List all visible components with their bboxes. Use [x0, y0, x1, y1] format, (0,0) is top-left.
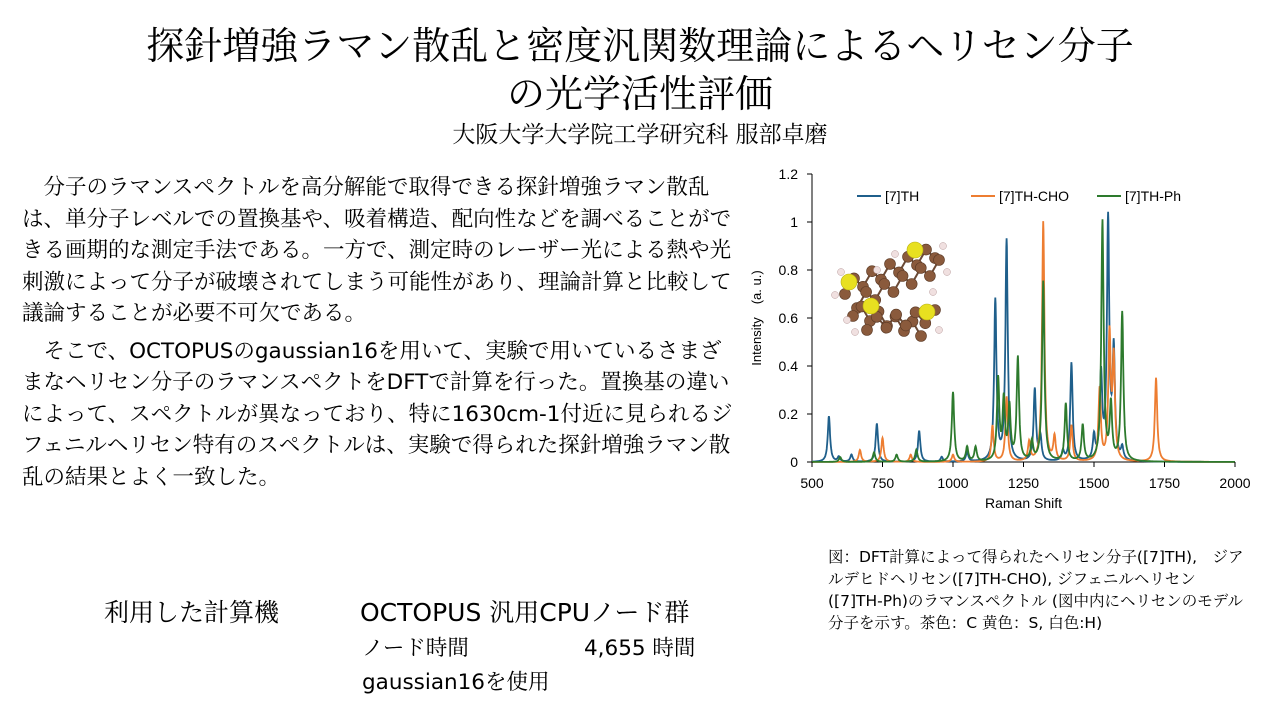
- carbon-atom: [861, 287, 872, 298]
- helicene-molecule-model: [832, 242, 951, 342]
- sulfur-atom: [919, 304, 935, 320]
- x-tick-label: 750: [870, 475, 895, 491]
- y-tick-label: 0.4: [778, 358, 798, 374]
- resources-label: 利用した計算機: [104, 598, 280, 627]
- page-title: [0, 22, 1280, 118]
- hydrogen-atom: [930, 289, 937, 296]
- carbon-atom: [916, 331, 927, 342]
- hydrogen-atom: [832, 292, 839, 299]
- title-line-2: の光学活性評価: [506, 72, 773, 116]
- node-hours-label: ノード時間: [362, 636, 469, 661]
- y-axis-label: Intensity (a. u.): [749, 270, 764, 366]
- series-group: [812, 212, 1235, 462]
- carbon-atom: [915, 263, 926, 274]
- x-axis-label: Raman Shift: [984, 495, 1063, 511]
- software-used: gaussian16を使用: [362, 670, 550, 695]
- carbon-atom: [934, 255, 945, 266]
- carbon-atom: [879, 279, 890, 290]
- x-tick-label: 1250: [1007, 475, 1040, 491]
- sulfur-atom: [841, 274, 857, 290]
- y-tick-label: 0.2: [778, 406, 798, 422]
- carbon-atom: [906, 279, 917, 290]
- legend: [857, 188, 1181, 204]
- series-line-1: [812, 221, 1235, 462]
- y-tick-label: 1.2: [778, 166, 798, 182]
- paragraph-1: 分子のラマンスペクトルを高分解能で取得できる探針増強ラマン散乱は、単分子レベルでの置換基や、吸着構造、配向性などを調べることができる画期的な測定手法である。一方で、測定時のレーザー光による熱や光刺激によって分子が破壊されてしまう可能性があり、理論計算と比較して議論することが必要不可欠である。: [22, 175, 732, 326]
- hydrogen-atom: [852, 329, 859, 336]
- x-tick-label: 1750: [1148, 475, 1181, 491]
- carbon-atom: [897, 271, 908, 282]
- node-hours-value: 4,655 時間: [584, 636, 696, 661]
- y-tick-label: 0: [790, 454, 798, 470]
- raman-chart: [745, 160, 1265, 520]
- raman-chart-svg: [745, 160, 1265, 520]
- hydrogen-atom: [874, 267, 881, 274]
- carbon-atom: [924, 271, 935, 282]
- body-text: [22, 172, 742, 499]
- x-tick-label: 2000: [1219, 475, 1251, 491]
- legend-label: [7]TH-CHO: [999, 188, 1069, 204]
- carbon-atom: [900, 320, 911, 331]
- carbon-atom: [881, 322, 892, 333]
- y-tick-label: 0.6: [778, 310, 798, 326]
- author-affiliation: 大阪大学大学院工学研究科 服部卓磨: [452, 122, 828, 148]
- hydrogen-atom: [838, 269, 845, 276]
- hydrogen-atom: [944, 269, 951, 276]
- x-tick-label: 500: [800, 475, 824, 491]
- y-tick-label: 0.8: [778, 262, 798, 278]
- y-tick-label: 1: [790, 214, 798, 230]
- legend-label: [7]TH-Ph: [1125, 188, 1182, 204]
- x-tick-label: 1500: [1078, 475, 1110, 491]
- hydrogen-atom: [844, 317, 851, 324]
- resources-machine: OCTOPUS 汎用CPUノード群: [360, 598, 690, 627]
- hydrogen-atom: [940, 243, 947, 250]
- x-tick-label: 1000: [937, 475, 969, 491]
- sulfur-atom: [907, 242, 923, 258]
- title-line-1: 探針増強ラマン散乱と密度汎関数理論によるヘリセン分子: [146, 24, 1134, 68]
- carbon-atom: [862, 325, 873, 336]
- series-line-2: [812, 219, 1235, 462]
- carbon-atom: [885, 259, 896, 270]
- sulfur-atom: [863, 298, 879, 314]
- paragraph-2: そこで、OCTOPUSのgaussian16を用いて、実験で用いているさまざまなヘリセン分子のラマンスペクトをDFTで計算を行った。置換基の違いによって、スペクトルが異なっており、特に1630cm-1付近に見られるジフェニルヘリセン特有のスペクトルは、実験で得られた探針増強ラマン散乱の結果とよく一致した。: [22, 338, 733, 490]
- figure-caption: 図：DFT計算によって得られたヘリセン分子([7]TH), ジアルデヒドヘリセン([7]TH-CHO), ジフェニルヘリセン([7]TH-Ph)のラマンスペクトル (図中内にヘリセンのモデル分子を示す。茶色：C 黄色：S, 白色:H): [828, 548, 1244, 632]
- legend-label: [7]TH: [885, 188, 920, 204]
- carbon-atom: [891, 309, 902, 320]
- hydrogen-atom: [892, 251, 899, 258]
- series-line-0: [812, 212, 1235, 462]
- carbon-atom: [888, 287, 899, 298]
- hydrogen-atom: [936, 327, 943, 334]
